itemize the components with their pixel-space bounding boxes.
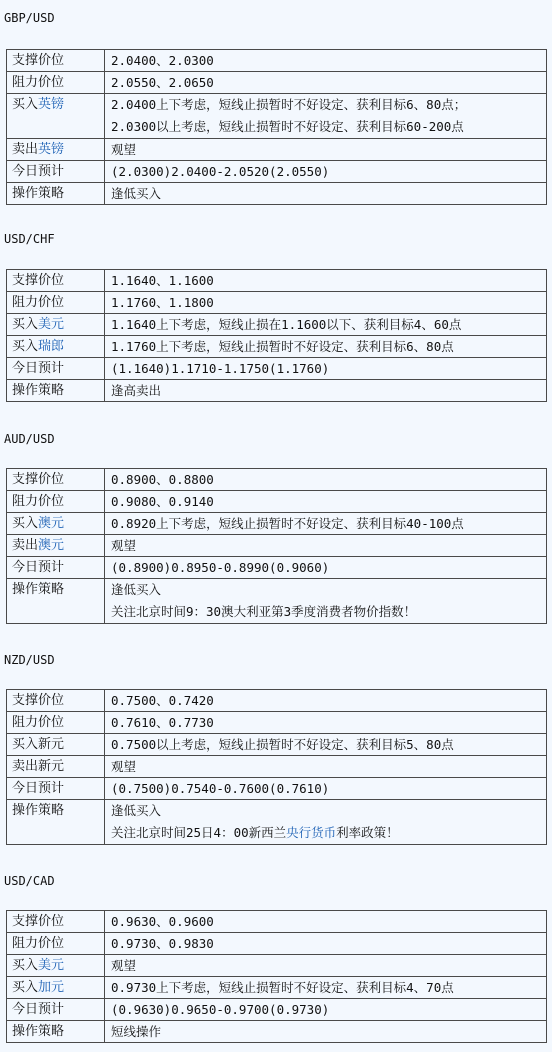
row-value: 2.0550、2.0650 — [105, 72, 547, 94]
value-line: 关注北京时间9：30澳大利亚第3季度消费者物价指数！ — [111, 604, 417, 619]
row-label: 阻力价位 — [7, 491, 105, 513]
table-row — [7, 72, 547, 94]
row-value: 0.9080、0.9140 — [105, 491, 547, 513]
row-value — [105, 800, 547, 845]
pair-title: USD/CHF — [4, 232, 55, 246]
table-row — [7, 778, 547, 800]
table-row — [7, 336, 547, 358]
row-value: 观望 — [105, 139, 547, 161]
table-row — [7, 535, 547, 557]
row-label: 支撑价位 — [7, 469, 105, 491]
row-value: 观望 — [105, 955, 547, 977]
note-suffix: 利率政策！ — [336, 825, 399, 840]
row-label: 支撑价位 — [7, 690, 105, 712]
row-value: 0.8900、0.8800 — [105, 469, 547, 491]
currency-link[interactable]: 美元 — [38, 958, 65, 973]
row-label: 支撑价位 — [7, 50, 105, 72]
row-value: 1.1640上下考虑，短线止损在1.1600以下、获利目标4、60点 — [105, 314, 547, 336]
pair-title: NZD/USD — [4, 653, 55, 667]
table-row — [7, 183, 547, 205]
table-row — [7, 314, 547, 336]
row-value: 2.0400、2.0300 — [105, 50, 547, 72]
row-label: 操作策略 — [7, 800, 105, 845]
row-label: 阻力价位 — [7, 72, 105, 94]
quote-table — [6, 689, 547, 845]
currency-link[interactable]: 加元 — [38, 980, 65, 995]
table-row — [7, 800, 547, 845]
row-label: 阻力价位 — [7, 712, 105, 734]
row-value: 1.1760、1.1800 — [105, 292, 547, 314]
table-row — [7, 94, 547, 139]
central-bank-link[interactable]: 央行货币 — [286, 825, 337, 840]
label-prefix: 买入 — [12, 339, 39, 354]
row-value — [105, 579, 547, 624]
row-label: 阻力价位 — [7, 933, 105, 955]
row-label: 今日预计 — [7, 557, 105, 579]
row-label — [7, 314, 105, 336]
currency-link[interactable]: 澳元 — [38, 516, 65, 531]
row-value: (2.0300)2.0400-2.0520(2.0550) — [105, 161, 547, 183]
table-row — [7, 911, 547, 933]
label-prefix: 买入 — [12, 97, 39, 112]
table-row — [7, 270, 547, 292]
row-label: 操作策略 — [7, 183, 105, 205]
row-value: 0.8920上下考虑，短线止损暂时不好设定、获利目标40-100点 — [105, 513, 547, 535]
row-value: (0.8900)0.8950-0.8990(0.9060) — [105, 557, 547, 579]
table-row — [7, 469, 547, 491]
row-value: 短线操作 — [105, 1021, 547, 1043]
note-prefix: 关注北京时间25日4：00新西兰 — [111, 825, 287, 840]
table-row — [7, 513, 547, 535]
row-label — [7, 94, 105, 139]
row-label — [7, 977, 105, 999]
row-value: 0.9730上下考虑，短线止损暂时不好设定、获利目标4、70点 — [105, 977, 547, 999]
table-row — [7, 491, 547, 513]
row-label: 阻力价位 — [7, 292, 105, 314]
quote-table — [6, 49, 547, 205]
currency-link[interactable]: 瑞郎 — [38, 339, 65, 354]
row-label — [7, 336, 105, 358]
table-row — [7, 557, 547, 579]
value-line — [111, 822, 546, 844]
label-prefix: 买入 — [12, 980, 39, 995]
pair-title: USD/CAD — [4, 874, 55, 888]
row-label: 今日预计 — [7, 778, 105, 800]
row-value: 0.7500以上考虑，短线止损暂时不好设定、获利目标5、80点 — [105, 734, 547, 756]
table-row — [7, 380, 547, 402]
row-label — [7, 955, 105, 977]
row-label: 操作策略 — [7, 380, 105, 402]
row-label: 买入新元 — [7, 734, 105, 756]
quote-table — [6, 910, 547, 1043]
row-label: 操作策略 — [7, 579, 105, 624]
row-label: 支撑价位 — [7, 911, 105, 933]
pair-title: GBP/USD — [4, 11, 55, 25]
row-value: 0.9730、0.9830 — [105, 933, 547, 955]
quote-table — [6, 269, 547, 402]
row-label: 卖出新元 — [7, 756, 105, 778]
row-value: (0.7500)0.7540-0.7600(0.7610) — [105, 778, 547, 800]
table-row — [7, 139, 547, 161]
row-value: 逢低买入 — [105, 183, 547, 205]
row-label: 今日预计 — [7, 161, 105, 183]
table-row — [7, 756, 547, 778]
row-value: 0.7500、0.7420 — [105, 690, 547, 712]
row-label — [7, 513, 105, 535]
row-label: 今日预计 — [7, 358, 105, 380]
currency-link[interactable]: 英镑 — [38, 142, 65, 157]
row-value — [105, 94, 547, 139]
label-prefix: 买入 — [12, 516, 39, 531]
table-row — [7, 999, 547, 1021]
row-label: 操作策略 — [7, 1021, 105, 1043]
table-row — [7, 977, 547, 999]
row-value: 逢高卖出 — [105, 380, 547, 402]
value-line: 逢低买入 — [111, 803, 162, 818]
label-prefix: 卖出 — [12, 142, 39, 157]
quote-table — [6, 468, 547, 624]
row-value: 0.9630、0.9600 — [105, 911, 547, 933]
table-row — [7, 161, 547, 183]
row-label — [7, 535, 105, 557]
table-row — [7, 1021, 547, 1043]
table-row — [7, 955, 547, 977]
row-label — [7, 139, 105, 161]
table-row — [7, 50, 547, 72]
row-value: 1.1760上下考虑，短线止损暂时不好设定、获利目标6、80点 — [105, 336, 547, 358]
row-value: 观望 — [105, 535, 547, 557]
pair-title: AUD/USD — [4, 432, 55, 446]
table-row — [7, 933, 547, 955]
row-label: 今日预计 — [7, 999, 105, 1021]
label-prefix: 买入 — [12, 317, 39, 332]
value-line: 2.0400上下考虑，短线止损暂时不好设定、获利目标6、80点； — [111, 97, 467, 112]
row-value: (0.9630)0.9650-0.9700(0.9730) — [105, 999, 547, 1021]
currency-link[interactable]: 美元 — [38, 317, 65, 332]
table-row — [7, 690, 547, 712]
label-prefix: 卖出 — [12, 538, 39, 553]
row-value: (1.1640)1.1710-1.1750(1.1760) — [105, 358, 547, 380]
table-row — [7, 579, 547, 624]
row-value: 1.1640、1.1600 — [105, 270, 547, 292]
value-line: 逢低买入 — [111, 582, 162, 597]
table-row — [7, 292, 547, 314]
table-row — [7, 734, 547, 756]
currency-link[interactable]: 英镑 — [38, 97, 65, 112]
row-value: 观望 — [105, 756, 547, 778]
table-row — [7, 358, 547, 380]
value-line: 2.0300以上考虑，短线止损暂时不好设定、获利目标60-200点 — [111, 119, 464, 134]
row-label: 支撑价位 — [7, 270, 105, 292]
label-prefix: 买入 — [12, 958, 39, 973]
row-value: 0.7610、0.7730 — [105, 712, 547, 734]
table-row — [7, 712, 547, 734]
currency-link[interactable]: 澳元 — [38, 538, 65, 553]
